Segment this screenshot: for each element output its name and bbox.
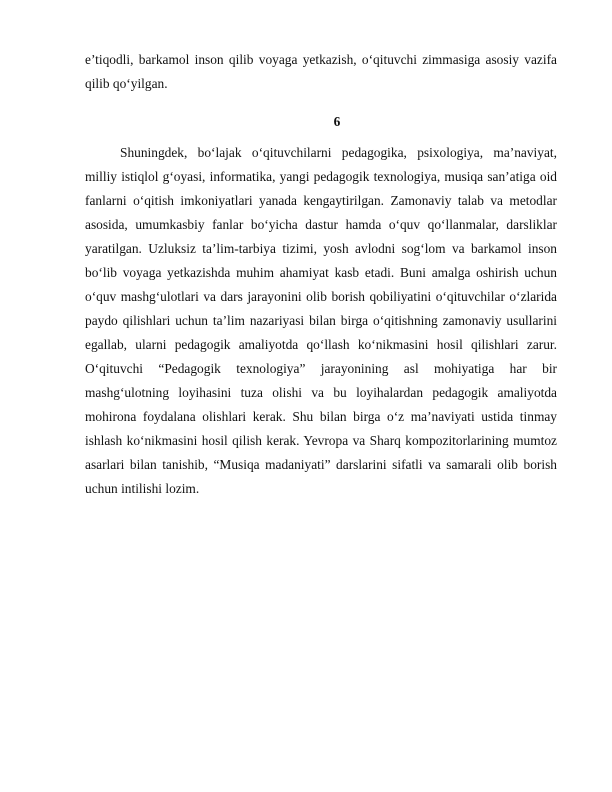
page-number: 6	[333, 114, 341, 129]
main-paragraph: Shuningdek, bo‘lajak o‘qituvchilarni pedagogika, psixologiya, ma’naviyat, milliy istiqlol g‘oyasi, informatika, yangi pedagogik texnologiya, musiqa san’atiga oid fanlarni o‘qitish imkoniyatlari yanada kengaytirilgan. Zamonaviy talab va metodlar asosida, umumkasbiy fanlar bo‘yicha dastur hamda o‘quv qo‘llanmalar, darsliklar yaratilgan. Uzluksiz ta’lim-tarbiya tizimi, yosh avlodni sog‘lom va barkamol inson bo‘lib voyaga yetkazishda muhim ahamiyat kasb etadi. Buni amalga oshirish uchun o‘quv mashg‘ulotlari va dars jarayonini olib borish qobiliyatini o‘qituvchilar o‘zlarida paydo qilishlari uchun ta’lim nazariyasi bilan birga o‘qitishning zamonaviy usullarini egallab, ularni pedagogik amaliyotda qo‘llash ko‘nikmasini hosil qilishlari zarur. O‘qituvchi “Pedagogik texnologiya” jarayonining asl mohiyatiga har bir mashg‘ulotning loyihasini tuza olishi va bu loyihalardan pedagogik amaliyotda mohirona foydalana olishlari kerak. Shu bilan birga o‘z ma’naviyati ustida tinmay ishlash ko‘nikmasini hosil qilish kerak. Yevropa va Sharq kompozitorlarining mumtoz asarlari bilan tanishib, “Musiqa madaniyati” darslarini sifatli va samarali olib borish uchun intilishi lozim.	[85, 145, 557, 496]
intro-paragraph: e’tiqodli, barkamol inson qilib voyaga yetkazish, o‘qituvchi zimmasiga asosiy vazifa qilib qo‘yilgan.	[85, 52, 557, 91]
